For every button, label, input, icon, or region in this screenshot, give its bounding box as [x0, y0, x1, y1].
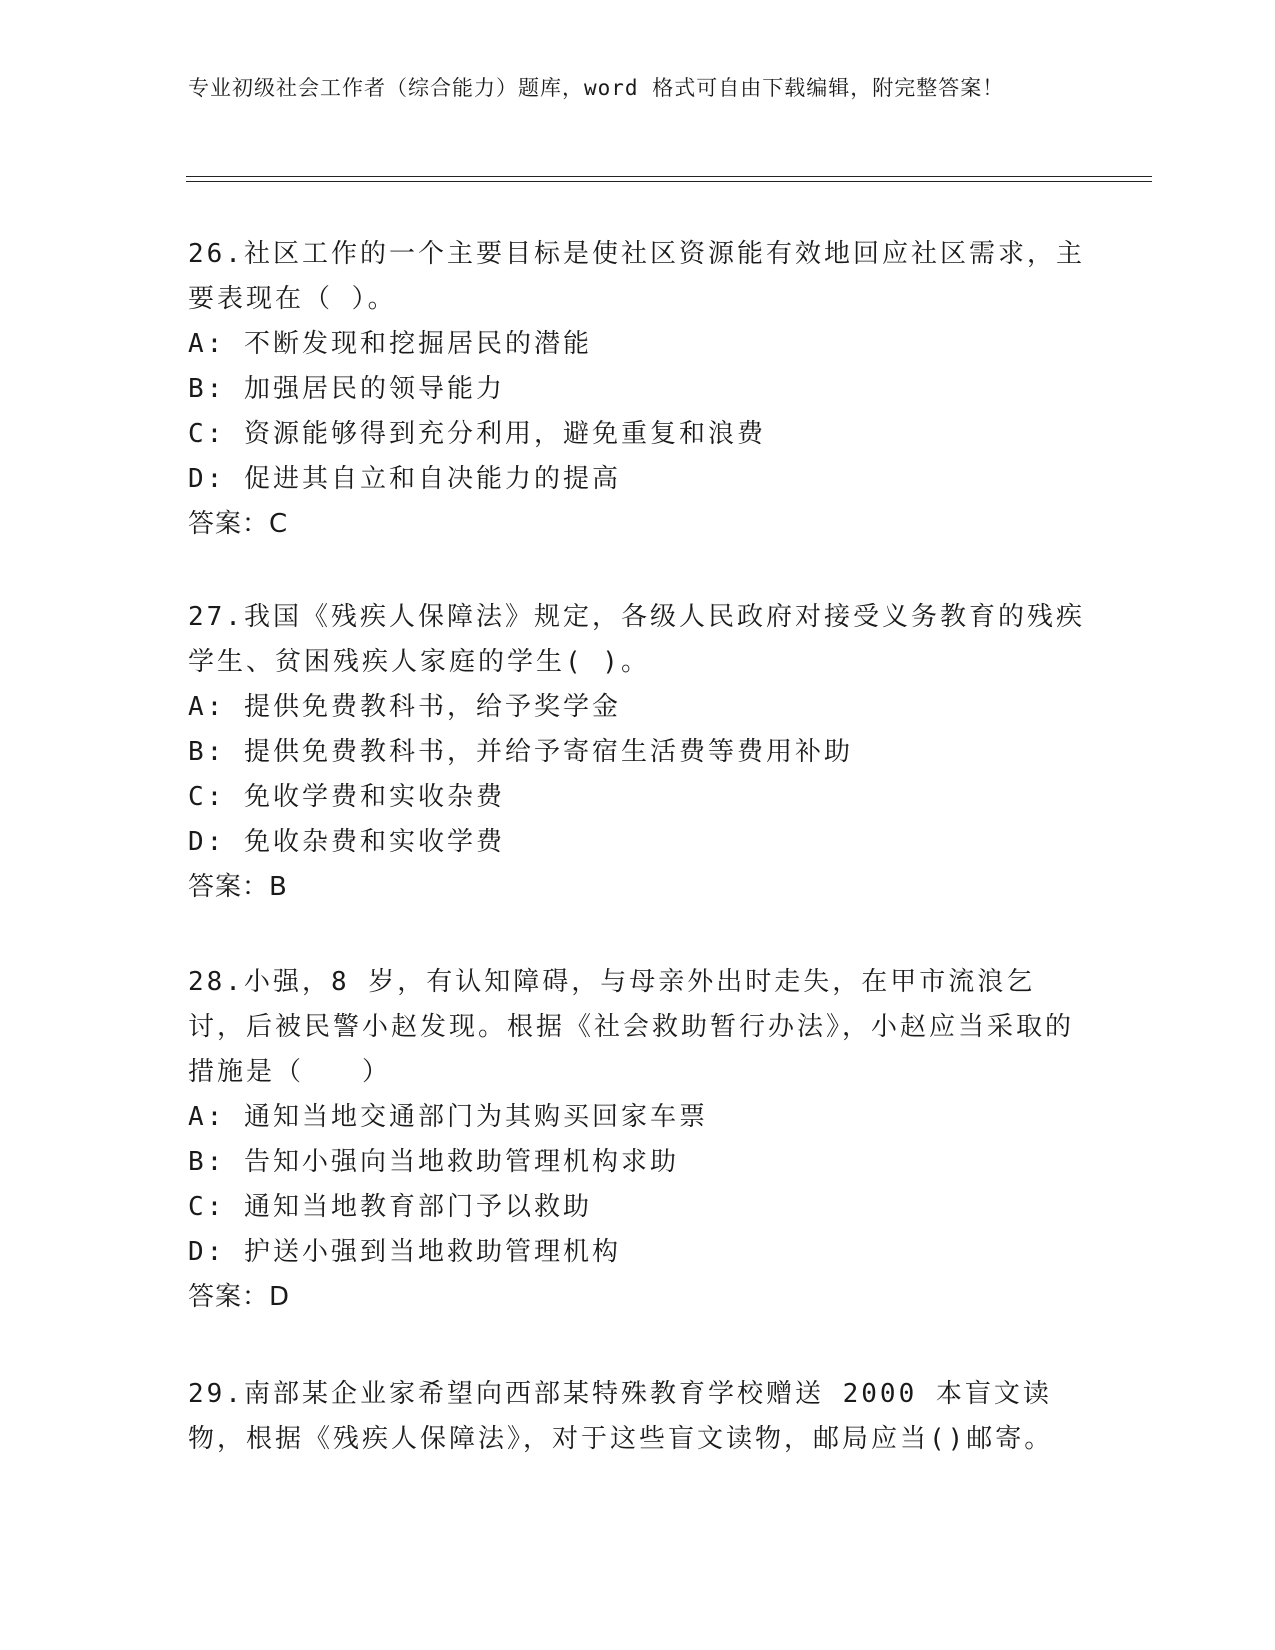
- option-a: A: 提供免费教科书，给予奖学金: [188, 692, 621, 722]
- question-29: [188, 1372, 1088, 1462]
- option-d: D: 促进其自立和自决能力的提高: [188, 464, 621, 494]
- option-c: C: 通知当地教育部门予以救助: [188, 1192, 592, 1222]
- header-divider-bottom: [186, 181, 1152, 182]
- option-c: C: 资源能够得到充分利用，避免重复和浪费: [188, 419, 766, 449]
- question-27: [188, 595, 1088, 910]
- option-a: A: 不断发现和挖掘居民的潜能: [188, 329, 592, 359]
- question-26: [188, 232, 1088, 547]
- answer-text: 答案：B: [188, 872, 288, 902]
- answer-text: 答案：D: [188, 1282, 291, 1312]
- option-b: B: 告知小强向当地救助管理机构求助: [188, 1147, 679, 1177]
- question-stem: 29.南部某企业家希望向西部某特殊教育学校赠送 2000 本盲文读物，根据《残疾人保障法》，对于这些盲文读物，邮局应当()邮寄。: [188, 1379, 1054, 1454]
- option-d: D: 免收杂费和实收学费: [188, 827, 505, 857]
- question-stem: 27.我国《残疾人保障法》规定，各级人民政府对接受义务教育的残疾学生、贫困残疾人家庭的学生( )。: [188, 602, 1085, 677]
- option-b: B: 加强居民的领导能力: [188, 374, 505, 404]
- option-c: C: 免收学费和实收杂费: [188, 782, 505, 812]
- question-stem: 28.小强，8 岁，有认知障碍，与母亲外出时走失，在甲市流浪乞讨，后被民警小赵发现。根据《社会救助暂行办法》，小赵应当采取的措施是（ ）: [188, 967, 1075, 1087]
- document-header: 专业初级社会工作者（综合能力）题库，word 格式可自由下载编辑，附完整答案！: [188, 76, 1005, 100]
- answer-text: 答案：C: [188, 509, 289, 539]
- option-b: B: 提供免费教科书，并给予寄宿生活费等费用补助: [188, 737, 853, 767]
- option-d: D: 护送小强到当地救助管理机构: [188, 1237, 621, 1267]
- question-stem: 26.社区工作的一个主要目标是使社区资源能有效地回应社区需求，主要表现在（ ）。: [188, 239, 1085, 314]
- header-divider-top: [186, 176, 1152, 177]
- option-a: A: 通知当地交通部门为其购买回家车票: [188, 1102, 708, 1132]
- question-28: [188, 960, 1088, 1320]
